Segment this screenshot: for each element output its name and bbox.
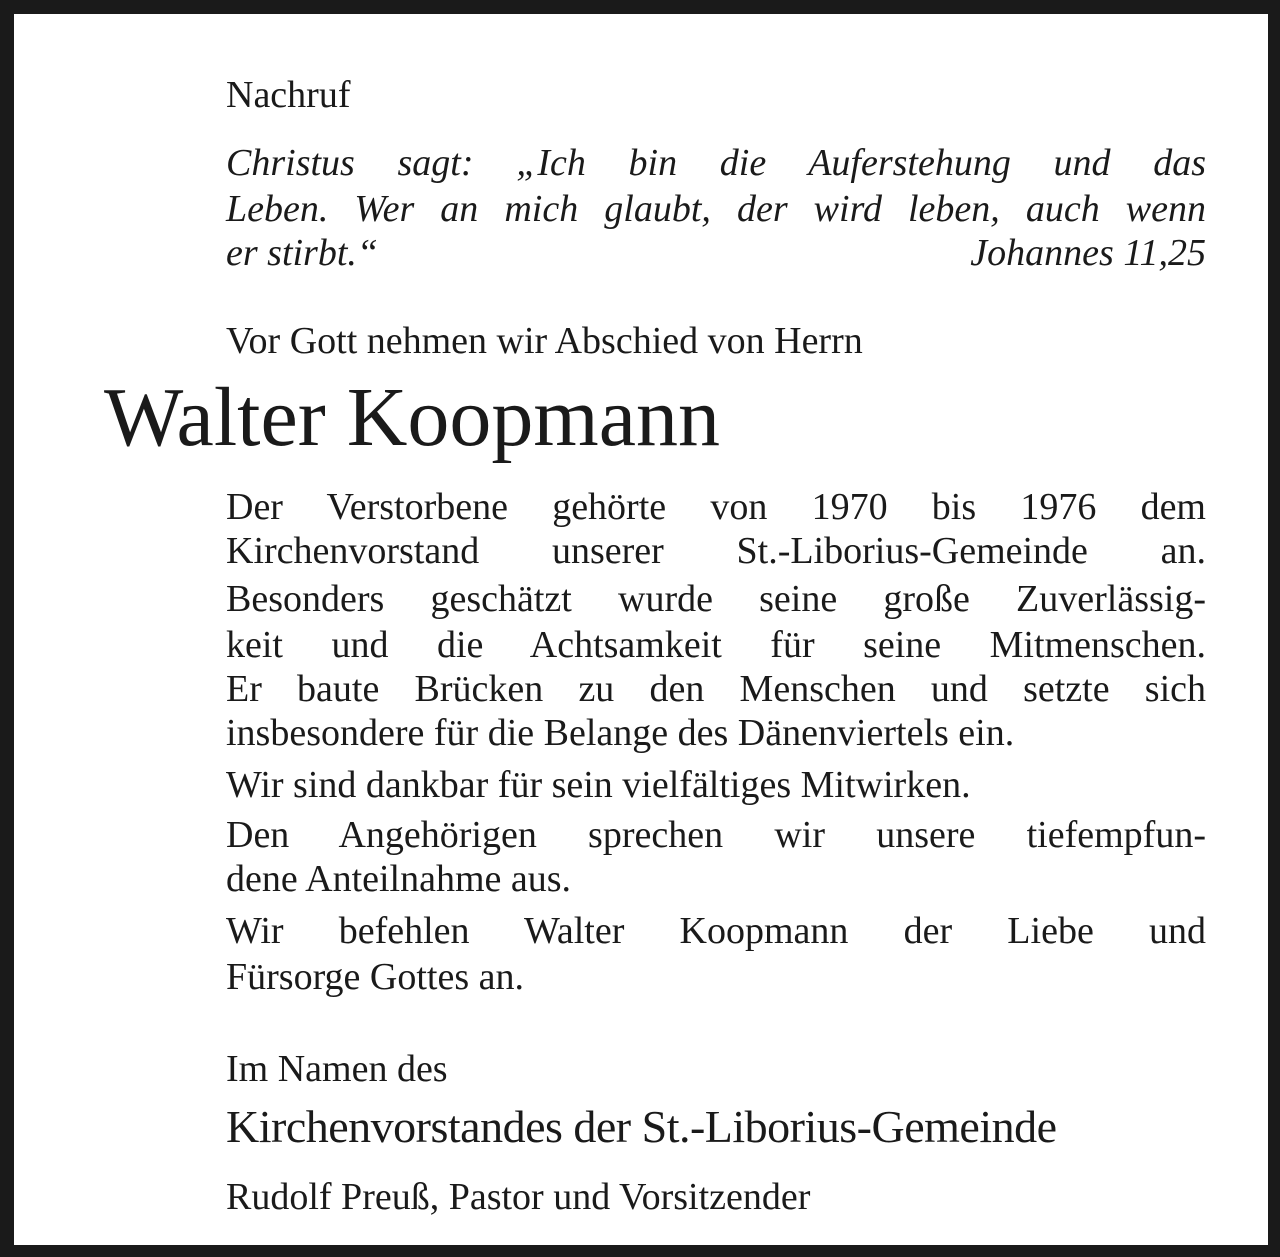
body-line: Besonders geschätzt wurde seine große Zuverlässig- bbox=[226, 578, 1206, 620]
body-line: keit und die Achtsamkeit für seine Mitmenschen. bbox=[226, 624, 1206, 666]
scripture-line: er stirbt.“ bbox=[226, 232, 379, 274]
body-line: Der Verstorbene gehörte von 1970 bis 1976 dem bbox=[226, 486, 1206, 528]
body-line: Er baute Brücken zu den Menschen und setzte sich bbox=[226, 668, 1206, 710]
scripture-last-row bbox=[226, 230, 1206, 276]
scripture-line: Leben. Wer an mich glaubt, der wird leben, auch wenn bbox=[226, 188, 1206, 230]
body-line: insbesondere für die Belange des Dänenviertels ein. bbox=[226, 712, 1015, 754]
body-line: Wir befehlen Walter Koopmann der Liebe und bbox=[226, 910, 1206, 952]
body-line: Den Angehörigen sprechen wir unsere tiefempfun- bbox=[226, 814, 1206, 856]
notice-heading: Nachruf bbox=[226, 74, 351, 116]
deceased-name: Walter Koopmann bbox=[104, 371, 721, 464]
body-line: dene Anteilnahme aus. bbox=[226, 858, 572, 900]
farewell-intro: Vor Gott nehmen wir Abschied von Herrn bbox=[226, 320, 863, 362]
scripture-line: Christus sagt: „Ich bin die Auferstehung und das bbox=[226, 142, 1206, 184]
body-line: Wir sind dankbar für sein vielfältiges Mitwirken. bbox=[226, 764, 971, 806]
signer-name: Rudolf Preuß, Pastor und Vorsitzender bbox=[226, 1176, 811, 1218]
body-line: Fürsorge Gottes an. bbox=[226, 956, 524, 998]
organization-name: Kirchenvorstandes der St.-Liborius-Gemeinde bbox=[226, 1101, 1057, 1152]
scripture-reference: Johannes 11,25 bbox=[970, 232, 1206, 274]
body-line: Kirchenvorstand unserer St.-Liborius-Gemeinde an. bbox=[226, 530, 1206, 572]
on-behalf-label: Im Namen des bbox=[226, 1048, 448, 1090]
